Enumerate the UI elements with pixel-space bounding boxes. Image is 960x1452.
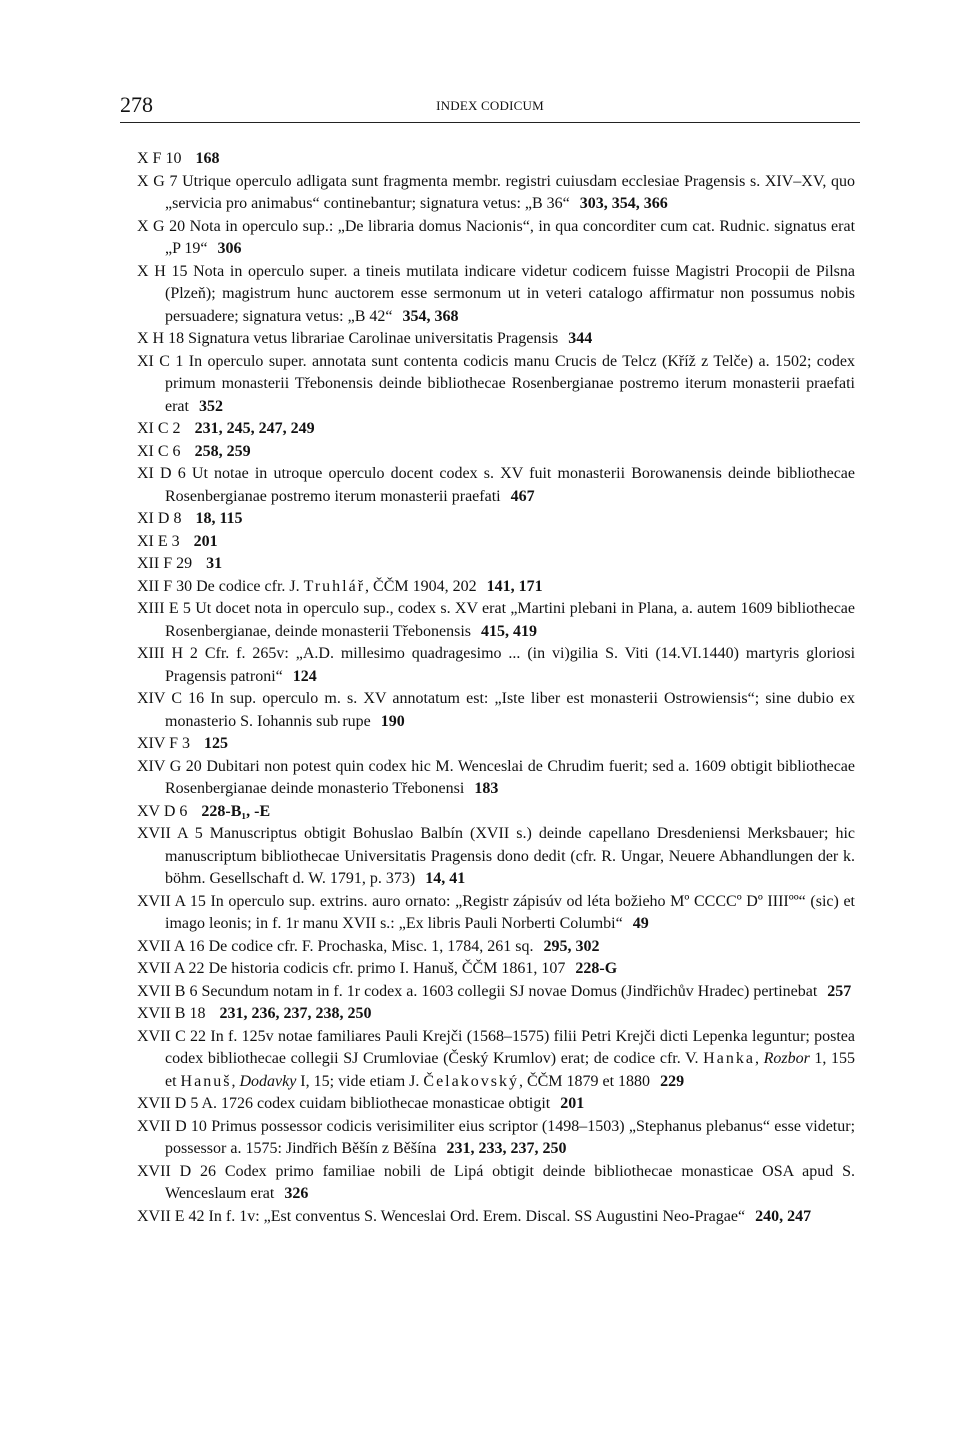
entry-text: De codice cfr. F. Prochaska, Misc. 1, 1784, 261 sq. [208, 937, 534, 955]
index-entry [137, 531, 855, 554]
page-references: 257 [827, 982, 852, 1000]
index-entry [137, 1026, 855, 1094]
running-title: INDEX CODICUM [436, 98, 544, 113]
entry-text: , [231, 1072, 240, 1090]
page-references: 231, 245, 247, 249 [194, 420, 315, 437]
entry-text: 1, 155 et [165, 1050, 856, 1090]
index-entries [137, 148, 855, 1228]
page-references: 467 [510, 487, 535, 505]
index-entry [137, 553, 855, 576]
shelfmark: XIII E 5 [137, 600, 191, 617]
page-references: 344 [568, 330, 593, 347]
index-entry [137, 936, 855, 959]
index-entry [137, 823, 855, 891]
shelfmark: XI C 6 [137, 442, 181, 460]
page-references: 415, 419 [481, 622, 537, 640]
shelfmark: XIII H 2 [137, 645, 198, 662]
page-references: 354, 368 [402, 307, 459, 325]
page-references: 240, 247 [755, 1207, 812, 1225]
page-references: 168 [195, 150, 220, 167]
page-references: 303, 354, 366 [579, 195, 668, 212]
entry-text: Ut docet nota in operculo sup., codex s. XV erat „Martini plebani in Plana, a. autem 1609 bibliothecae Rosenbergianae, deinde monasterii Třebonensis [165, 600, 856, 640]
shelfmark: XIV F 3 [137, 735, 191, 752]
entry-text: Primus possessor codicis verisimiliter eius scriptor (1498–1503) „Stephanus plebanus“ esse videtur; possessor a. 1575: Jindřich Běšín z Běšína [165, 1117, 856, 1157]
page-references: 258, 259 [194, 442, 251, 460]
shelfmark: XI D 8 [137, 510, 182, 527]
page-references: 125 [204, 735, 229, 752]
entry-text: Cfr. f. 265v: „A.D. millesimo quadragesimo ... (in vi)gilia S. Viti (14.VI.1440) martyris gloriosi Pragensis patroni“ [165, 645, 856, 685]
index-entry [137, 981, 855, 1004]
entry-text: Nota in operculo super. a tineis mutilata indicare videtur codicem fuisse Magistri Procopii de Pilsna (Plzeň); magistrum hunc auctorem esse sermonum ut in veteri catalogo affirmatur non possumus nobis persuadere; signatura vetus: „B 42“ [165, 262, 856, 325]
page-references: 231, 236, 237, 238, 250 [219, 1005, 372, 1022]
entry-text: De historia codicis cfr. primo I. Hanuš, ČČM 1861, 107 [208, 960, 566, 977]
page-references: 190 [380, 712, 405, 730]
index-entry [137, 801, 855, 824]
entry-text: In f. 1v: „Est conventus S. Wenceslai Ord. Erem. Discal. SS Augustini Neo-Pragae“ [208, 1207, 746, 1225]
entry-text: , ČČM 1904, 202 [365, 577, 477, 595]
author-name: Hanka [703, 1050, 755, 1067]
shelfmark: XV D 6 [137, 802, 188, 820]
index-entry [137, 576, 855, 599]
entry-text: , [754, 1050, 764, 1067]
shelfmark: XVII D 10 [137, 1117, 207, 1135]
index-entry [137, 756, 855, 801]
shelfmark: XVII A 15 [137, 892, 206, 910]
shelfmark: X H 15 [137, 262, 188, 280]
page-header [120, 92, 860, 122]
entry-text: De codice cfr. J. [196, 577, 300, 595]
shelfmark: XVII B 6 [137, 982, 198, 1000]
index-entry [137, 891, 855, 936]
page-references: 201 [560, 1095, 585, 1112]
page-references: 201 [193, 532, 218, 550]
shelfmark: XIV G 20 [137, 757, 202, 775]
shelfmark: XI C 2 [137, 420, 181, 437]
work-title: Dodavky [239, 1072, 297, 1090]
shelfmark: XI C 1 [137, 352, 184, 370]
shelfmark: XVII D 26 [137, 1162, 217, 1180]
entry-text: Secundum notam in f. 1r codex a. 1603 collegii SJ novae Domus (Jindřichův Hradec) pertinebat [201, 982, 818, 1000]
page-references: 231, 233, 237, 250 [446, 1140, 567, 1157]
index-entry [137, 1003, 855, 1026]
page-references: 228-G [575, 960, 618, 977]
index-entry [137, 463, 855, 508]
index-entry [137, 148, 855, 171]
index-entry [137, 598, 855, 643]
page-references: 306 [217, 240, 242, 257]
index-entry [137, 1206, 855, 1229]
entry-text: Manuscriptus obtigit Bohuslao Balbín (XVII s.) deinde capellano Dresdeniensi Merksbauer; hic manuscriptum bibliothecae Universitatis Pragensis dono dedit (cfr. R. Ungar, Neuere Abhandlungen der k. böhm. Gesellschaft d. W. 1791, p. 373) [165, 825, 856, 887]
shelfmark: XIV C 16 [137, 690, 205, 707]
page-references: 31 [206, 555, 223, 572]
entry-text: Nota in operculo sup.: „De libraria domus Nacionis“, in qua concorditer cum cat. Rudnic. signatus erat „P 19“ [165, 217, 856, 257]
shelfmark: XII F 30 [137, 577, 193, 595]
entry-text: In sup. operculo m. s. XV annotatum est: „Iste liber est monasterii Ostrowiensis“; sine dubio ex monasterio S. Iohannis sub rupe [165, 690, 856, 730]
index-entry [137, 418, 855, 441]
shelfmark: XI E 3 [137, 532, 180, 550]
entry-text: A. 1726 codex cuidam bibliothecae monasticae obtigit [201, 1095, 551, 1112]
entry-text: Codex primo familiae nobili de Lipá obtigit deinde bibliothecae monasticae OSA apud S. Wenceslaum erat [165, 1162, 856, 1202]
entry-text: Utrique operculo adligata sunt fragmenta membr. registri cuiusdam ecclesiae Pragensis s. XIV–XV, quo „servicia pro animabus“ continebantur; signatura vetus: „B 36“ [165, 172, 856, 212]
entry-text: In operculo sup. extrins. auro ornato: „Registr zápisúv od léta božieho Mº CCCCº Dº IIIIºº“ (sic) et imago leonis; in f. 1r manu XVII s.: „Ex libris Pauli Norberti Columbi“ [165, 892, 856, 932]
index-entry [137, 171, 855, 216]
author-name: Truhlář [303, 577, 366, 595]
page-references: 141, 171 [486, 577, 543, 595]
page-references: 183 [474, 780, 499, 797]
shelfmark: XVII A 16 [137, 937, 205, 955]
index-entry [137, 1161, 855, 1206]
work-title: Rozbor [763, 1050, 810, 1067]
shelfmark: X G 7 [137, 172, 178, 190]
entry-text: Dubitari non potest quin codex hic M. Wenceslai de Chrudim fuerit; sed a. 1609 obtigit bibliothecae Rosenbergianae deinde monasterio Třebonensi [165, 757, 856, 797]
entry-text: Ut notae in utroque operculo docent codex s. XV fuit monasterii Borowanensis deinde bibliothecae Rosenbergianae postremo iterum monasterii praefati [165, 465, 856, 505]
shelfmark: X F 10 [137, 150, 182, 167]
entry-text: Signatura vetus librariae Carolinae universitatis Pragensis [188, 330, 559, 347]
index-entry [137, 733, 855, 756]
shelfmark: XVII A 5 [137, 825, 203, 842]
shelfmark: XVII C 22 [137, 1027, 207, 1045]
index-entry [137, 688, 855, 733]
shelfmark: XVII D 5 [137, 1095, 199, 1112]
page-number: 278 [120, 92, 153, 117]
index-entry [137, 351, 855, 419]
page-references: 49 [632, 915, 649, 932]
page-references: 352 [198, 397, 223, 415]
index-entry [137, 1093, 855, 1116]
page-references: 14, 41 [425, 870, 466, 887]
index-entry [137, 261, 855, 329]
author-name: Čelakovský [423, 1072, 519, 1090]
page-references: 295, 302 [543, 937, 600, 955]
shelfmark: XVII E 42 [137, 1207, 205, 1225]
index-entry [137, 508, 855, 531]
shelfmark: X G 20 [137, 217, 186, 235]
entry-text: In operculo super. annotata sunt contenta codicis manu Crucis de Telcz (Kříž z Telče) a. 1502; codex primum monasterii Třebonensis deinde bibliothecae Rosenbergianae postremo iterum monasterii praefati erat [165, 352, 855, 415]
entry-text: , ČČM 1879 et 1880 [518, 1072, 651, 1090]
index-entry [137, 441, 855, 464]
shelfmark: XI D 6 [137, 465, 186, 482]
page-references: 326 [284, 1185, 309, 1202]
page-references: 124 [292, 667, 317, 685]
page-references: 228-B₁, -E [201, 802, 271, 820]
page-references: 229 [660, 1072, 685, 1090]
author-name: Hanuš [180, 1072, 232, 1090]
entry-text: In f. 125v notae familiares Pauli Krejči (1568–1575) filii Petri Krejči dicti Lepenka leguntur; postea codex bibliothecae collegii SJ Crumloviae (Český Krumlov) erat; de codice cfr. V. [165, 1027, 855, 1067]
header-rule [120, 122, 860, 123]
shelfmark: X H 18 [137, 330, 185, 347]
shelfmark: XII F 29 [137, 555, 193, 572]
shelfmark: XVII B 18 [137, 1005, 206, 1022]
page-references: 18, 115 [195, 510, 243, 527]
index-entry [137, 328, 855, 351]
shelfmark: XVII A 22 [137, 960, 205, 977]
entry-text: I, 15; vide etiam J. [296, 1072, 424, 1090]
index-entry [137, 643, 855, 688]
index-entry [137, 1116, 855, 1161]
index-entry [137, 958, 855, 981]
index-entry [137, 216, 855, 261]
